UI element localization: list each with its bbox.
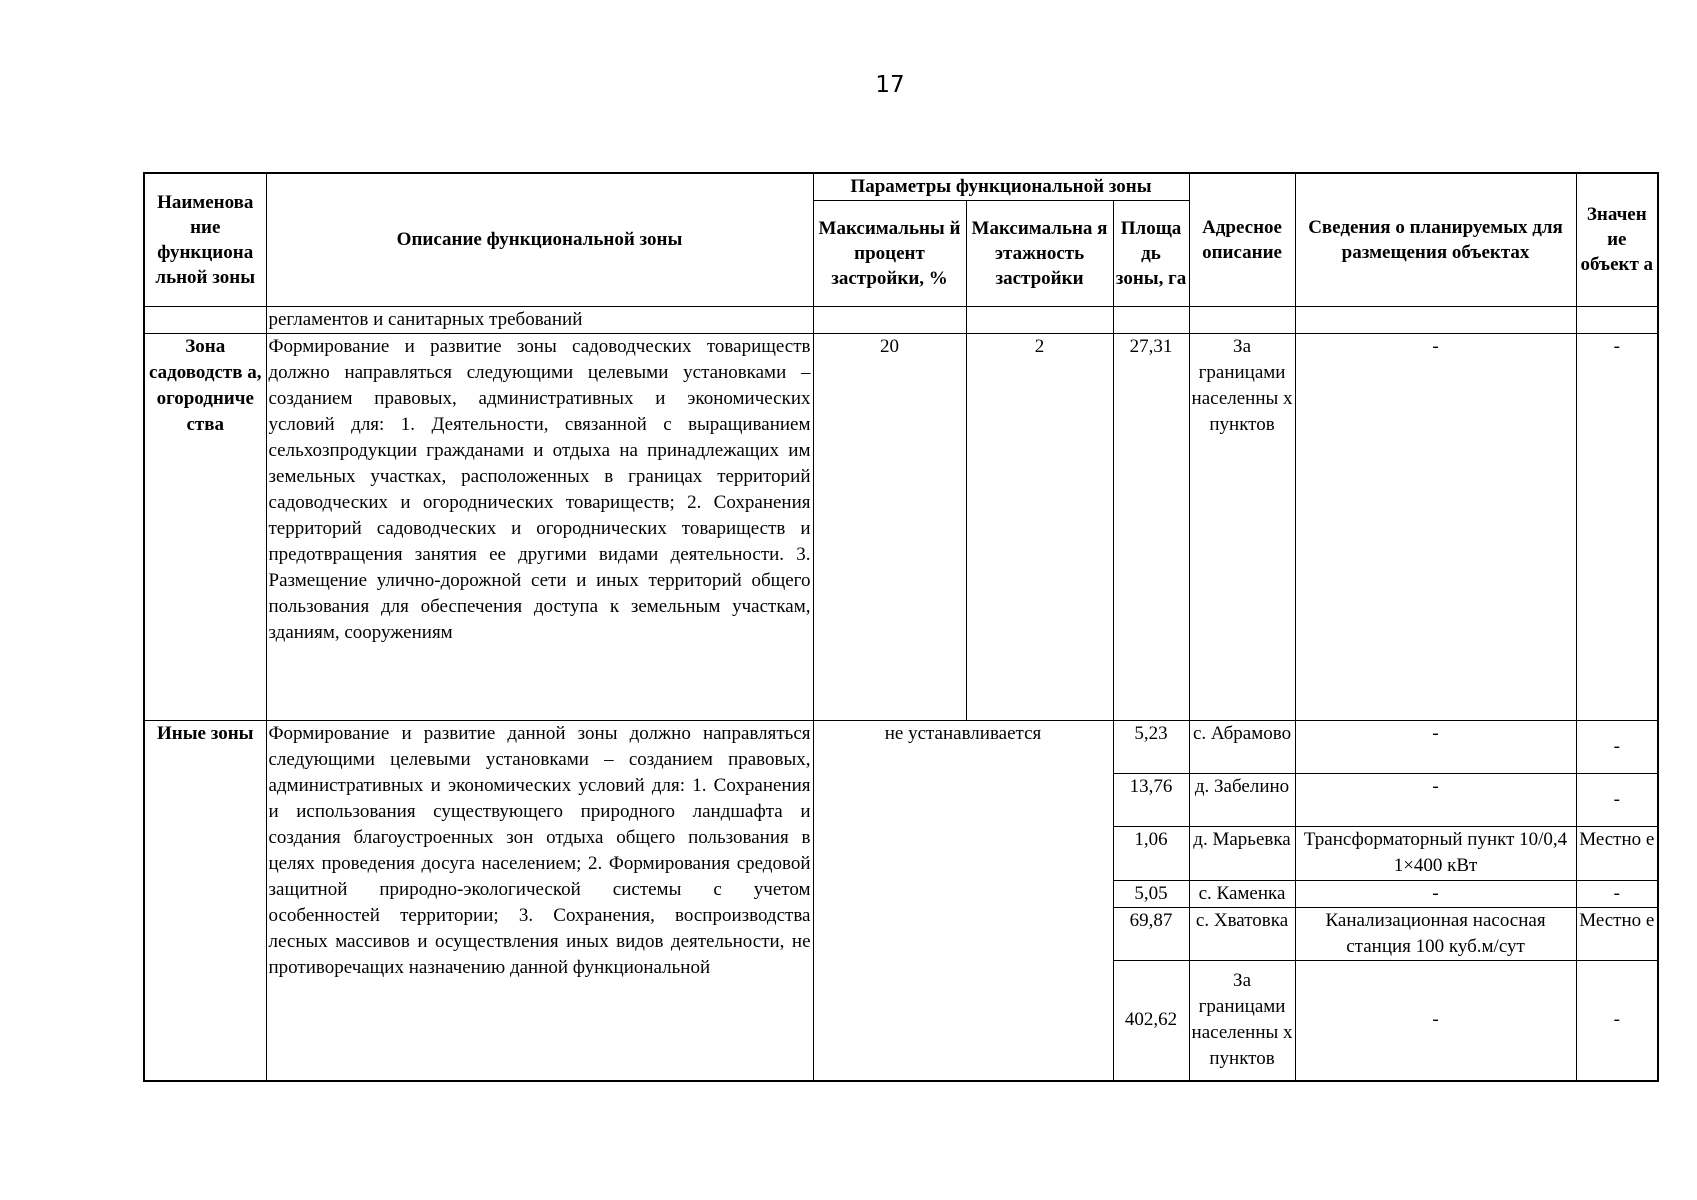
other-zone-area: 5,23 (1113, 720, 1189, 773)
other-zone-address: с. Каменка (1189, 880, 1295, 907)
header-max-percent: Максимальны й процент застройки, % (813, 200, 966, 306)
other-zone-planned: - (1295, 773, 1576, 826)
other-zone-planned: - (1295, 960, 1576, 1081)
functional-zones-table (143, 172, 1659, 1082)
header-max-floors: Максимальна я этажность застройки (966, 200, 1113, 306)
other-zone-significance: - (1576, 773, 1658, 826)
other-zone-address: с. Хватовка (1189, 907, 1295, 960)
header-significance: Значен ие объект а (1576, 173, 1658, 306)
header-row-1 (144, 173, 1658, 200)
other-zone-name: Иные зоны (144, 720, 266, 1081)
cont-description: регламентов и санитарных требований (266, 306, 813, 333)
header-area: Площа дь зоны, га (1113, 200, 1189, 306)
other-zone-address: с. Абрамово (1189, 720, 1295, 773)
other-zone-area: 402,62 (1113, 960, 1189, 1081)
other-zone-significance: - (1576, 720, 1658, 773)
other-zone-address: За границами населенны х пунктов (1189, 960, 1295, 1081)
other-zone-planned: Канализационная насосная станция 100 куб.м/сут (1295, 907, 1576, 960)
other-zone-significance: - (1576, 960, 1658, 1081)
garden-zone-description: Формирование и развитие зоны садоводческих товариществ должно направляться следующими целевыми установками – созданием правовых, административных и экономических условий для: 1. Деятельности, связанной с выращиванием сельхозпродукции гражданами и отдыха на принадлежащих им земельных участках, расположенных в границах территорий садоводческих и огороднических товариществ; 2. Сохранения территорий садоводческих и огороднических товариществ и предотвращения занятия ее другими видами деятельности. 3. Размещение улично-дорожной сети и иных территорий общего пользования для обеспечения доступа к земельным участкам, зданиям, сооружениям (266, 333, 813, 720)
other-zone-significance: - (1576, 880, 1658, 907)
other-zone-address: д. Забелино (1189, 773, 1295, 826)
other-zone-area: 13,76 (1113, 773, 1189, 826)
other-zone-description: Формирование и развитие данной зоны должно направляться следующими целевыми установками – созданием правовых, административных и экономических условий для: 1. Сохранения и использования существующего природного ландшафта и создания благоустроенных зон отдыха общего пользования в целях проведения досуга населением; 2. Формирования средовой защитной природно-экологической системы с учетом особенностей территории; 3. Сохранения, воспроизводства лесных массивов и осуществления иных видов деятельности, не противоречащих назначению данной функциональной (266, 720, 813, 1081)
other-zone-planned: - (1295, 720, 1576, 773)
garden-zone-name: Зона садоводств а, огородниче ства (144, 333, 266, 720)
cont-name-cell (144, 306, 266, 333)
other-zone-planned: - (1295, 880, 1576, 907)
garden-zone-address: За границами населенны х пунктов (1189, 333, 1295, 720)
other-zone-significance: Местно е (1576, 826, 1658, 880)
page-number: 17 (875, 72, 905, 98)
other-zone-significance: Местно е (1576, 907, 1658, 960)
garden-zone-row (144, 333, 1658, 720)
other-zone-planned: Трансформаторный пункт 10/0,4 1×400 кВт (1295, 826, 1576, 880)
header-zone-name: Наименова ние функциона льной зоны (144, 173, 266, 306)
header-params-group: Параметры функциональной зоны (813, 173, 1189, 200)
garden-zone-max-percent: 20 (813, 333, 966, 720)
other-zone-area: 1,06 (1113, 826, 1189, 880)
header-address: Адресное описание (1189, 173, 1295, 306)
garden-zone-area: 27,31 (1113, 333, 1189, 720)
header-planned: Сведения о планируемых для размещения объектах (1295, 173, 1576, 306)
garden-zone-planned: - (1295, 333, 1576, 720)
other-zone-params-note: не устанавливается (813, 720, 1113, 1081)
garden-zone-significance: - (1576, 333, 1658, 720)
garden-zone-max-floors: 2 (966, 333, 1113, 720)
other-zone-area: 69,87 (1113, 907, 1189, 960)
continuation-row (144, 306, 1658, 333)
other-zone-row-1 (144, 720, 1658, 773)
other-zone-address: д. Марьевка (1189, 826, 1295, 880)
other-zone-area: 5,05 (1113, 880, 1189, 907)
header-description: Описание функциональной зоны (266, 173, 813, 306)
